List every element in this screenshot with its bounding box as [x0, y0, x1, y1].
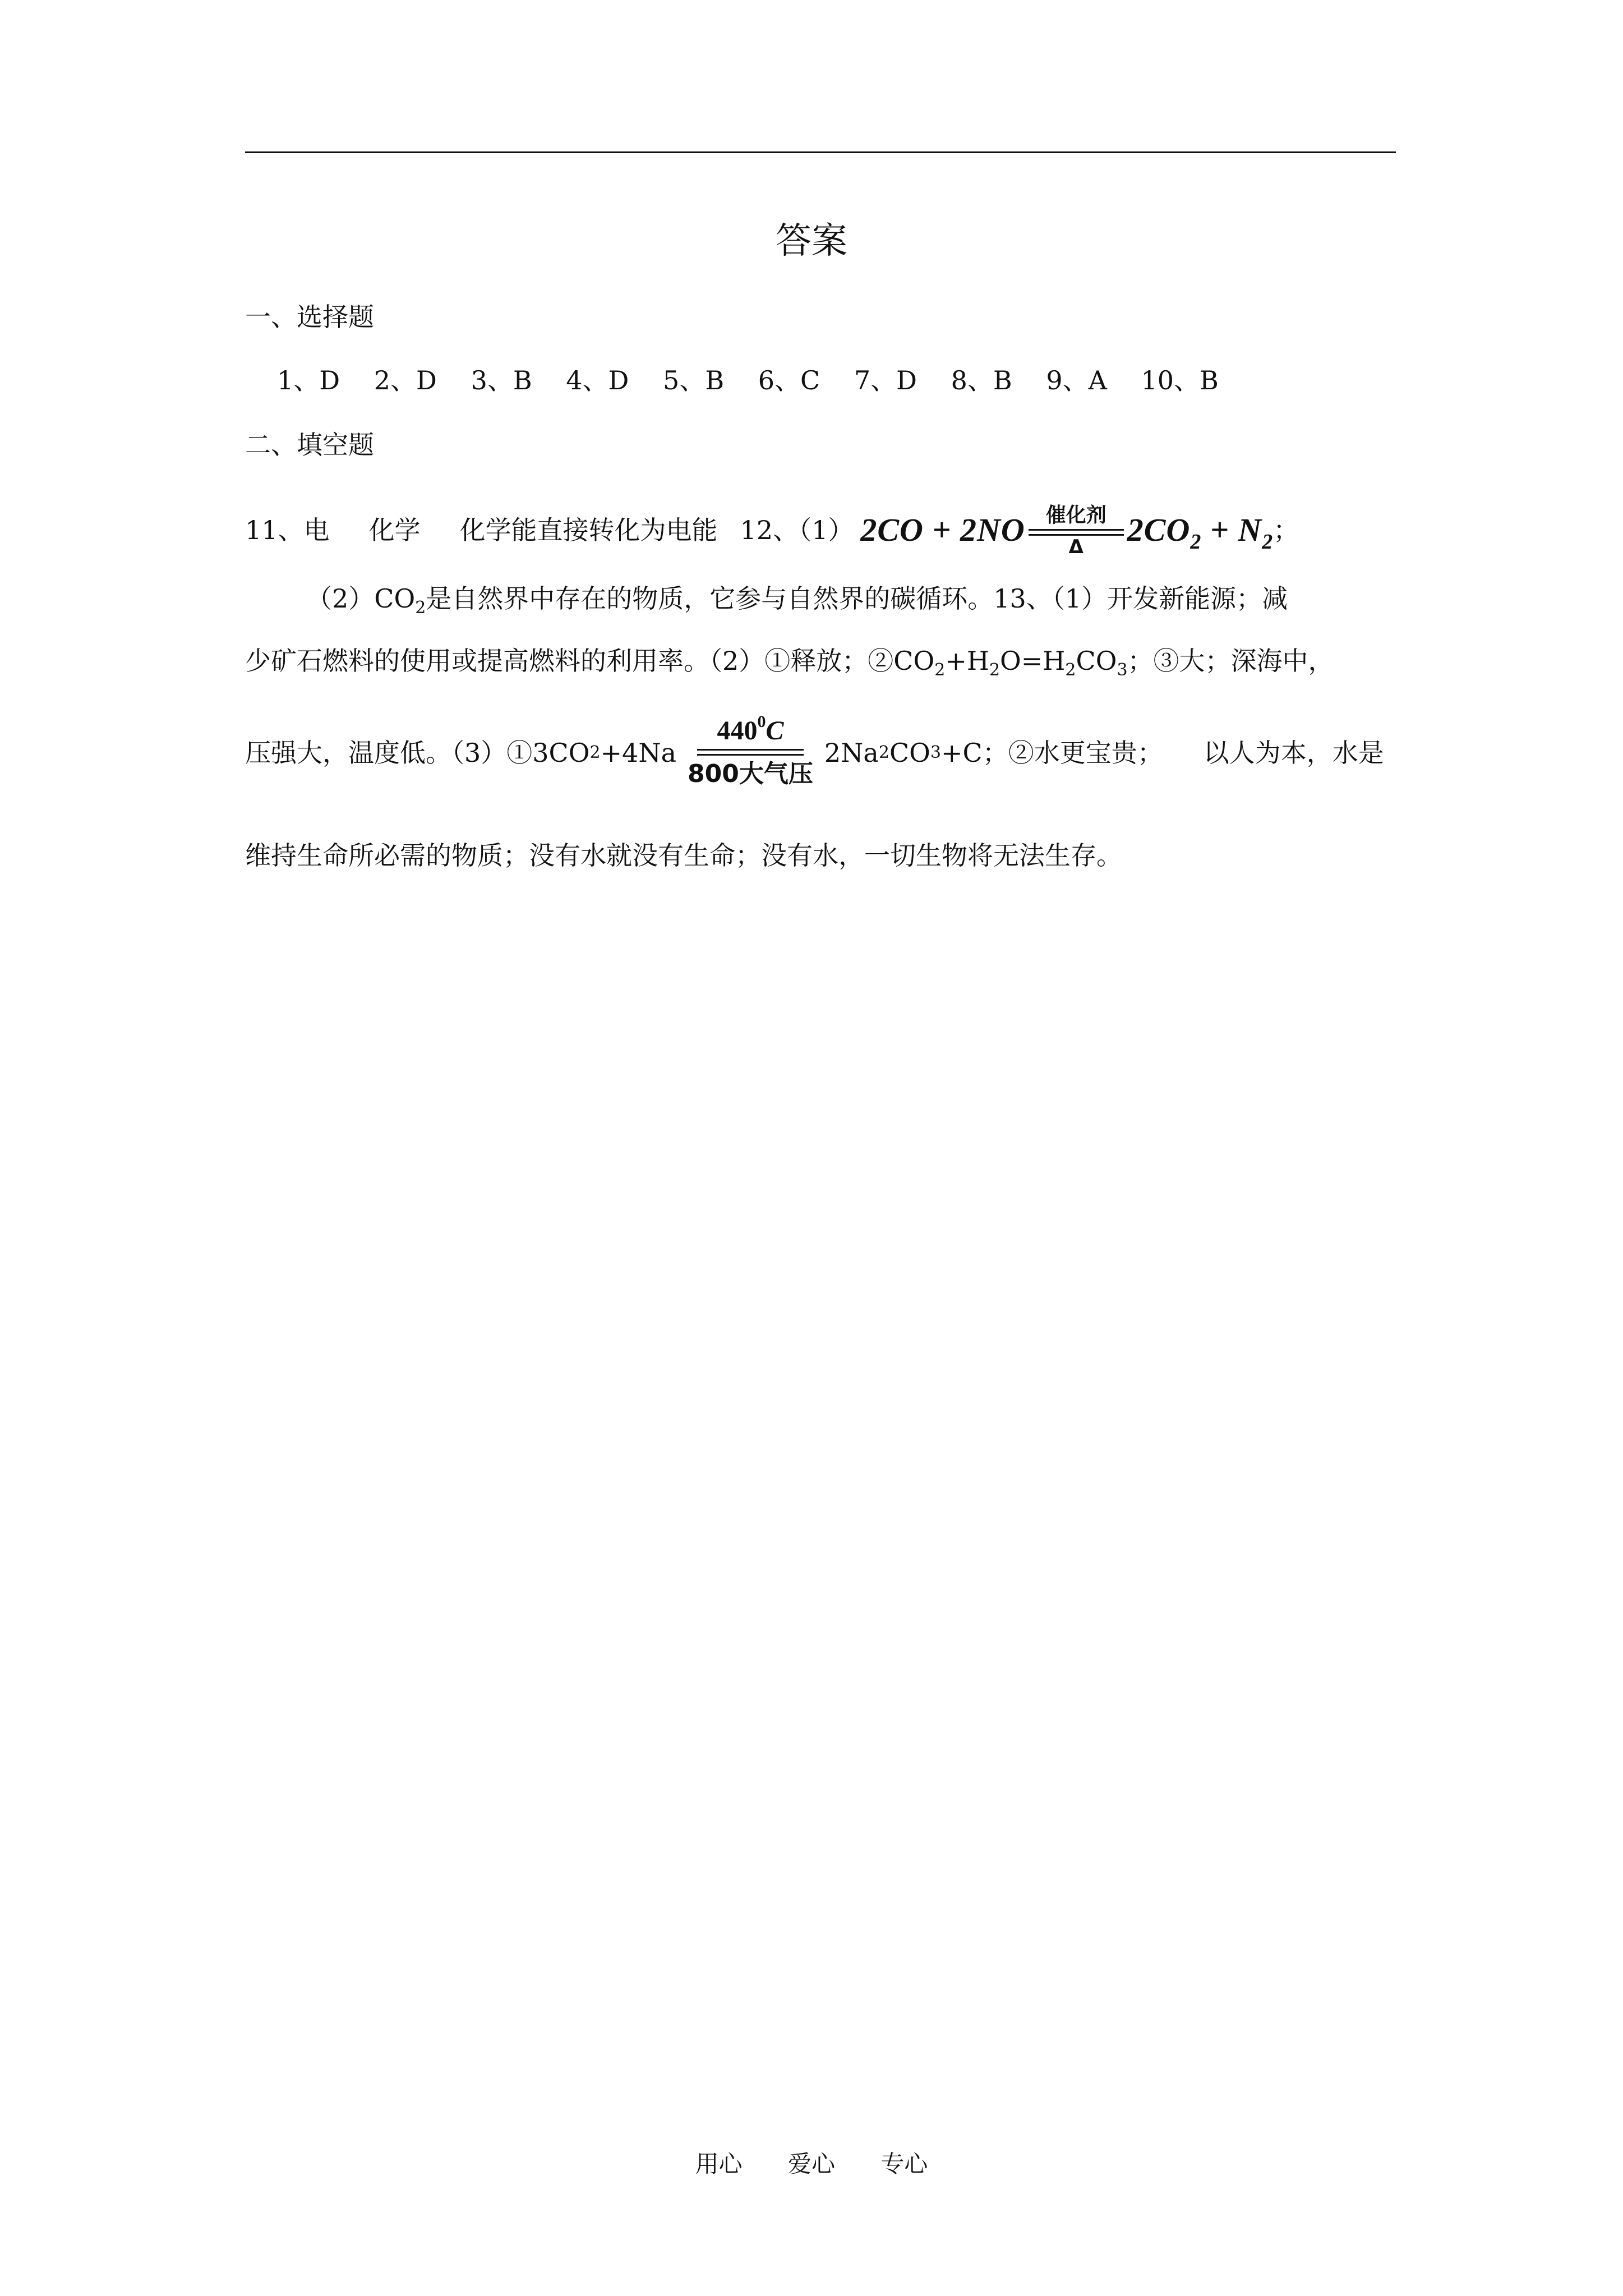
answer-2: 2、D	[374, 365, 437, 395]
footer-word-1: 用心	[695, 2150, 743, 2178]
l5-text-d: CO	[889, 738, 930, 768]
l4-text-e: ；③大；深海中，	[1127, 646, 1334, 676]
l5-condition-pressure: 800大气压	[688, 760, 813, 788]
choice-answers	[277, 361, 1219, 400]
q11-part-b: 化学	[368, 515, 421, 545]
l5-temp-degree: 0	[757, 712, 766, 731]
footer-word-2: 爱心	[787, 2150, 835, 2178]
q12-product-2: + N	[1201, 512, 1262, 548]
answer-7: 7、D	[854, 365, 917, 395]
l4-sub-4: 3	[1117, 660, 1128, 680]
q12-product-2-sub: 2	[1262, 530, 1274, 554]
q12-label: 12、（1）	[740, 515, 854, 545]
q12-condition-heat: Δ	[1068, 536, 1083, 558]
answer-10: 10、B	[1141, 365, 1219, 395]
l5-text-e: +C；②水更宝贵；	[940, 738, 1163, 768]
l4-text-a: 少矿石燃料的使用或提高燃料的利用率。（2）①释放；②CO	[245, 646, 935, 676]
l5-condition-temperature	[717, 713, 783, 749]
l5-reaction-condition	[688, 713, 813, 793]
l4-text-c: O=H	[1000, 646, 1066, 676]
l3-sub: 2	[415, 598, 426, 618]
l4-text-d: CO	[1076, 646, 1117, 676]
l5-text-b: +4Na	[600, 738, 677, 768]
section-heading-fill: 二、填空题	[245, 430, 374, 460]
answer-8: 8、B	[951, 365, 1012, 395]
q11-part-a: 11、电	[245, 515, 330, 545]
answer-3: 3、B	[471, 365, 532, 395]
answer-line-3	[306, 579, 1288, 618]
answer-6: 6、C	[758, 365, 820, 395]
l5-text-a: 压强大，温度低。（3）①3CO	[245, 738, 590, 768]
footer-word-3: 专心	[880, 2150, 928, 2178]
q12-end-punct: ；	[1273, 515, 1299, 545]
answer-line-6: 维持生命所必需的物质；没有水就没有生命；没有水，一切生物将无法生存。	[245, 840, 1122, 871]
answer-line-4	[245, 641, 1334, 680]
l4-sub-3: 2	[1065, 660, 1076, 680]
l4-text-b: +H	[945, 646, 989, 676]
answer-5: 5、B	[663, 365, 725, 395]
answer-line-11-12	[245, 494, 1299, 567]
q11-part-c: 化学能直接转化为电能	[459, 515, 718, 545]
page-title: 答案	[776, 220, 847, 262]
l5-text-f: 以人为本，水是	[1203, 738, 1384, 768]
q12-reaction-condition	[1029, 502, 1124, 558]
header-rule	[245, 151, 1396, 153]
page-footer	[0, 2147, 1623, 2181]
l3-text-b: 是自然界中存在的物质，它参与自然界的碳循环。13、（1）开发新能源；减	[426, 583, 1288, 614]
l4-sub-1: 2	[934, 660, 946, 680]
q12-condition-catalyst: 催化剂	[1045, 504, 1106, 527]
l4-sub-2: 2	[989, 660, 1000, 680]
answer-4: 4、D	[566, 365, 629, 395]
l5-equals-sign	[697, 749, 804, 756]
q12-equation-right	[1127, 510, 1274, 554]
l5-text-c: 2Na	[824, 738, 879, 768]
q12-equation-left: 2CO + 2NO	[860, 512, 1025, 548]
section-heading-choice: 一、选择题	[245, 302, 374, 332]
q12-product-1: 2CO	[1127, 512, 1191, 548]
q12-equals-sign	[1029, 529, 1124, 536]
l5-temp-value: 440	[717, 716, 758, 746]
l3-text-a: （2）CO	[306, 583, 416, 614]
q12-product-1-sub: 2	[1190, 530, 1202, 554]
answer-9: 9、A	[1046, 365, 1107, 395]
answer-1: 1、D	[277, 365, 340, 395]
answer-line-5: 压强大，温度低。（3）①3CO 2 +4Na $440^0C$ 800大气压 2Na 2 CO 3 +C；②水更宝贵； 以人为本，水是	[245, 708, 1384, 798]
l5-temp-unit: C	[766, 716, 784, 746]
